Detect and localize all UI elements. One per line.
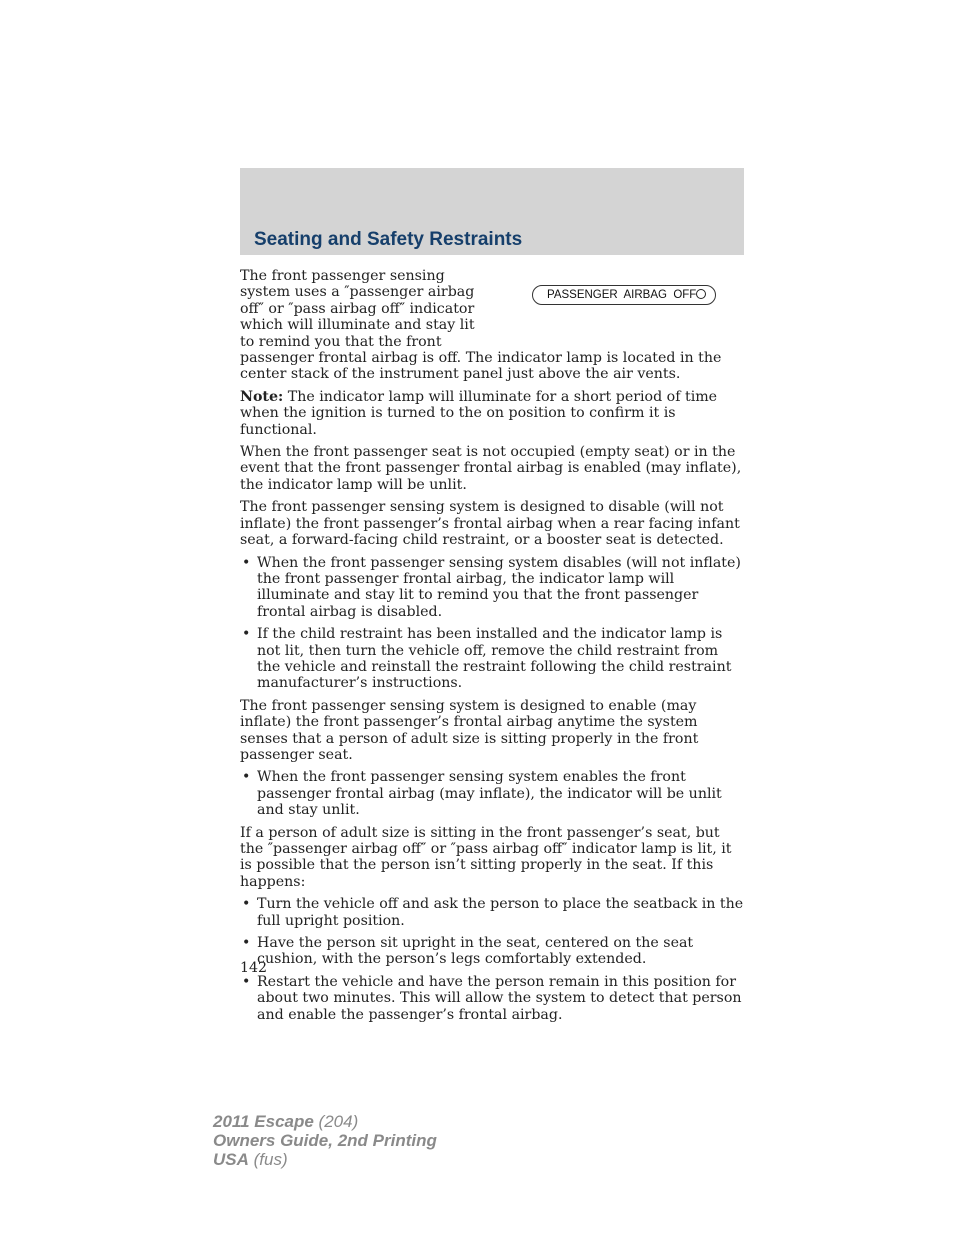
- bullet-list-enable: [240, 769, 744, 818]
- paragraph-adult-lit: If a person of adult size is sitting in the front passenger’s seat, but the ″passenger airbag off″ or ″pass airbag off″ indicator lamp is lit, it is possible that the person isn’t sitting properly in the seat. If this happens:: [240, 824, 732, 890]
- indicator-illustration: [492, 268, 744, 336]
- bullet-icon: •: [242, 769, 251, 786]
- passenger-airbag-off-indicator: [532, 285, 716, 305]
- bullet-icon: •: [242, 973, 251, 990]
- page-number: 142: [240, 960, 268, 976]
- bullet-icon: •: [242, 935, 251, 952]
- paragraph-disable: The front passenger sensing system is designed to disable (will not inflate) the front passenger’s frontal airbag when a rear facing infant seat, a forward-facing child restraint, or a booster seat is detected.: [240, 499, 740, 549]
- bullet-list-actions: [240, 896, 744, 1023]
- indicator-label: PASSENGER AIRBAG OFF: [547, 288, 697, 301]
- note-paragraph: [240, 389, 744, 438]
- list-item: • When the front passenger sensing system disables (will not inflate) the front passenger frontal airbag, the indicator lamp will illuminate and stay lit to remind you that the front passenger frontal airbag is disabled.: [242, 554, 741, 620]
- section-title: Seating and Safety Restraints: [254, 229, 523, 250]
- bullet-icon: •: [242, 554, 251, 571]
- footer-region-line: USA (fus): [213, 1150, 288, 1169]
- page-content: [240, 268, 744, 1029]
- list-item: • Restart the vehicle and have the person remain in this position for about two minutes. This will allow the system to detect that person and enable the passenger’s frontal airbag.: [242, 973, 742, 1023]
- intro-paragraph: The front passenger sensing system uses a ″passenger airbag off″ or ″pass airbag off″ indicator which will illuminate and stay lit to remind you that the front passenger frontal airbag is off. The indicator lamp is located in the center stack of the instrument panel just above the air vents.: [240, 268, 722, 383]
- indicator-lamp-icon: [696, 289, 706, 299]
- bullet-list-disable: [240, 555, 744, 692]
- list-item: • When the front passenger sensing system enables the front passenger frontal airbag (may inflate), the indicator will be unlit and stay unlit.: [242, 769, 722, 819]
- section-header-band: [240, 168, 744, 255]
- list-item: • Have the person sit upright in the seat, centered on the seat cushion, with the person’s legs comfortably extended.: [242, 935, 694, 968]
- paragraph-unoccupied: When the front passenger seat is not occupied (empty seat) or in the event that the front passenger frontal airbag is enabled (may inflate), the indicator lamp will be unlit.: [240, 444, 742, 493]
- note-label: Note:: [240, 388, 284, 405]
- bullet-icon: •: [242, 896, 251, 913]
- bullet-icon: •: [242, 626, 251, 643]
- document-footer: [213, 1112, 437, 1169]
- footer-guide-line: Owners Guide, 2nd Printing: [213, 1131, 437, 1150]
- note-text: The indicator lamp will illuminate for a short period of time when the ignition is turned to the on position to confirm it is functional.: [240, 388, 718, 438]
- paragraph-enable: The front passenger sensing system is designed to enable (may inflate) the front passenger’s frontal airbag anytime the system senses that a person of adult size is sitting properly in the front passenger seat.: [240, 697, 699, 763]
- footer-model-line: 2011 Escape (204): [213, 1112, 359, 1131]
- list-item: • If the child restraint has been installed and the indicator lamp is not lit, then turn the vehicle off, remove the child restraint from the vehicle and reinstall the restraint following the child restraint manufacturer’s instructions.: [242, 626, 732, 692]
- list-item: • Turn the vehicle off and ask the person to place the seatback in the full upright position.: [242, 896, 744, 929]
